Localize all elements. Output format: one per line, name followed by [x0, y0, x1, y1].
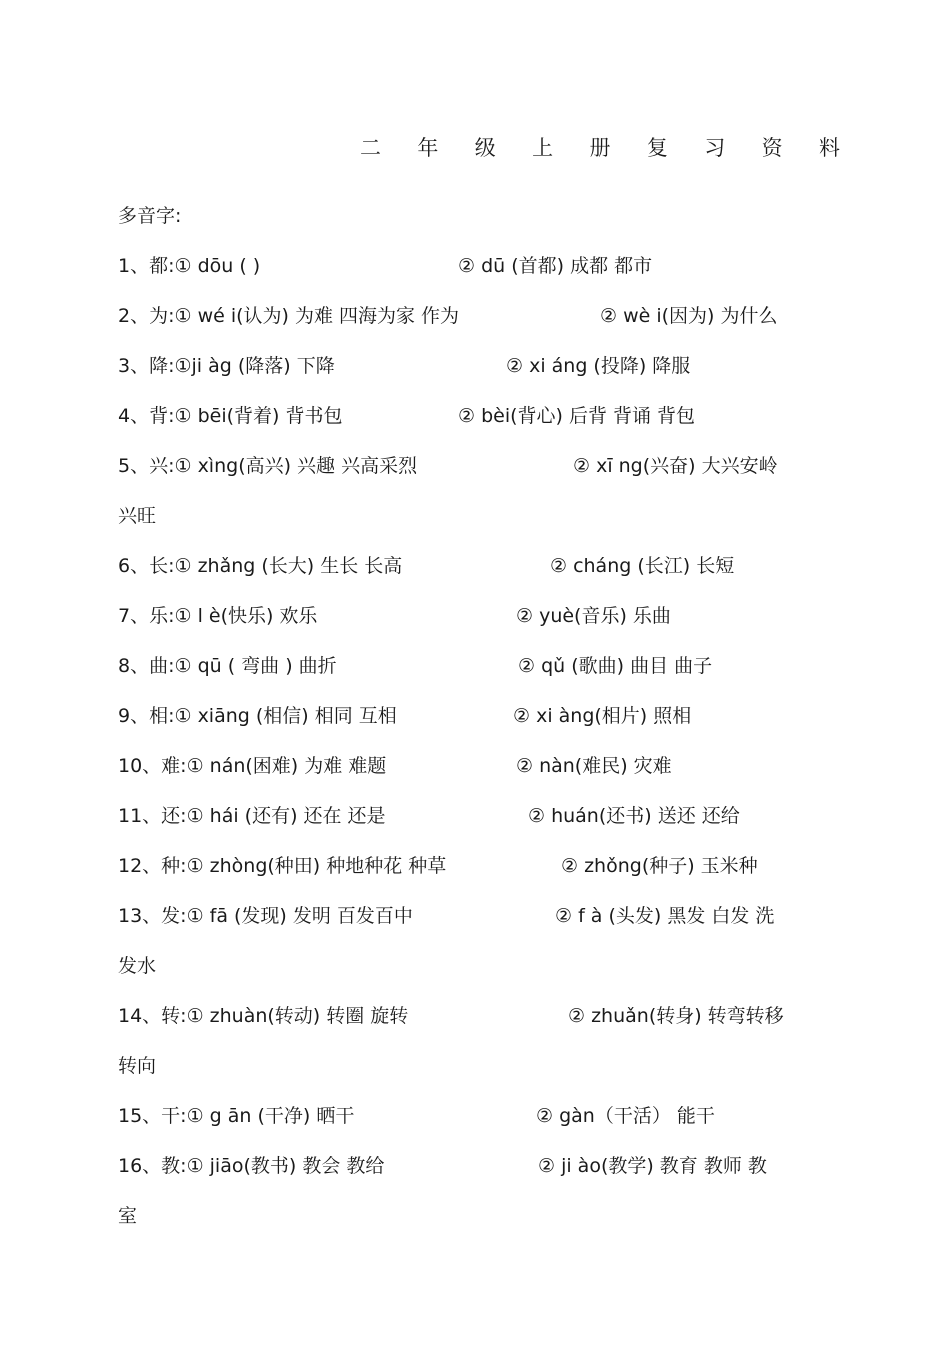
- entry-first-reading: 9、相:① xiāng (相信) 相同 互相: [118, 705, 397, 727]
- entry-second-reading: ② cháng (长江) 长短: [550, 555, 735, 577]
- entry-continuation: 转向: [118, 1055, 157, 1077]
- list-item: [118, 403, 840, 429]
- entry-second-reading: ② ji ào(教学) 教育 教师 教: [538, 1155, 767, 1177]
- entry-first-reading: 5、兴:① xìng(高兴) 兴趣 兴高采烈: [118, 455, 418, 477]
- list-item: [118, 1153, 840, 1229]
- list-item: [118, 753, 840, 779]
- title-char: 册: [589, 136, 611, 160]
- entry-second-reading: ② zhuǎn(转身) 转弯转移: [568, 1005, 784, 1027]
- entry-continuation: 室: [118, 1205, 138, 1227]
- list-item: [118, 553, 840, 579]
- entry-second-reading: ② xi àng(相片) 照相: [513, 705, 692, 727]
- entry-first-reading: 12、种:① zhòng(种田) 种地种花 种草: [118, 855, 447, 877]
- entry-first-reading: 2、为:① wé i(认为) 为难 四海为家 作为: [118, 305, 460, 327]
- list-item: [118, 353, 840, 379]
- entry-continuation: 发水: [118, 955, 157, 977]
- list-item: [118, 1003, 840, 1079]
- list-item: [118, 903, 840, 979]
- entry-first-reading: 8、曲:① qū ( 弯曲 ) 曲折: [118, 655, 337, 677]
- entry-first-reading: 10、难:① nán(困难) 为难 难题: [118, 755, 387, 777]
- title-char: 习: [704, 136, 726, 160]
- list-item: [118, 603, 840, 629]
- title-char: 上: [532, 136, 554, 160]
- page-title: [360, 134, 840, 162]
- entry-second-reading: ② dū (首都) 成都 都市: [458, 255, 653, 277]
- title-char: 资: [761, 136, 783, 160]
- list-item: [118, 853, 840, 879]
- title-char: 二: [360, 136, 381, 160]
- entry-first-reading: 16、教:① jiāo(教书) 教会 教给: [118, 1155, 385, 1177]
- entry-second-reading: ② qǔ (歌曲) 曲目 曲子: [518, 655, 713, 677]
- title-char: 料: [819, 136, 840, 160]
- list-item: [118, 653, 840, 679]
- entry-first-reading: 11、还:① hái (还有) 还在 还是: [118, 805, 386, 827]
- entry-second-reading: ② xī ng(兴奋) 大兴安岭: [573, 455, 778, 477]
- entry-first-reading: 3、降:①ji àg (降落) 下降: [118, 355, 335, 377]
- list-item: [118, 1103, 840, 1129]
- entry-second-reading: ② nàn(难民) 灾难: [516, 755, 672, 777]
- title-char: 年: [417, 136, 439, 160]
- entry-first-reading: 7、乐:① l è(快乐) 欢乐: [118, 605, 318, 627]
- entry-first-reading: 13、发:① fā (发现) 发明 百发百中: [118, 905, 413, 927]
- entry-second-reading: ② gàn（干活） 能干: [536, 1105, 715, 1127]
- title-char: 复: [646, 136, 668, 160]
- entry-second-reading: ② zhǒng(种子) 玉米种: [561, 855, 758, 877]
- entry-first-reading: 4、背:① bēi(背着) 背书包: [118, 405, 343, 427]
- entry-second-reading: ② f à (头发) 黑发 白发 洗: [555, 905, 775, 927]
- list-item: [118, 453, 840, 529]
- entry-continuation: 兴旺: [118, 505, 157, 527]
- entry-second-reading: ② xi áng (投降) 降服: [506, 355, 691, 377]
- entry-second-reading: ② yuè(音乐) 乐曲: [516, 605, 671, 627]
- entry-list: [118, 253, 840, 1253]
- list-item: [118, 803, 840, 829]
- title-char: 级: [474, 136, 496, 160]
- section-label: 多音字:: [118, 205, 182, 227]
- entry-first-reading: 15、干:① g ān (干净) 晒干: [118, 1105, 355, 1127]
- entry-second-reading: ② huán(还书) 送还 还给: [528, 805, 740, 827]
- list-item: [118, 253, 840, 279]
- entry-first-reading: 14、转:① zhuàn(转动) 转圈 旋转: [118, 1005, 409, 1027]
- list-item: [118, 703, 840, 729]
- entry-second-reading: ② bèi(背心) 后背 背诵 背包: [458, 405, 696, 427]
- entry-first-reading: 6、长:① zhǎng (长大) 生长 长高: [118, 555, 403, 577]
- list-item: [118, 303, 840, 329]
- entry-first-reading: 1、都:① dōu ( ): [118, 255, 261, 277]
- entry-second-reading: ② wè i(因为) 为什么: [600, 305, 778, 327]
